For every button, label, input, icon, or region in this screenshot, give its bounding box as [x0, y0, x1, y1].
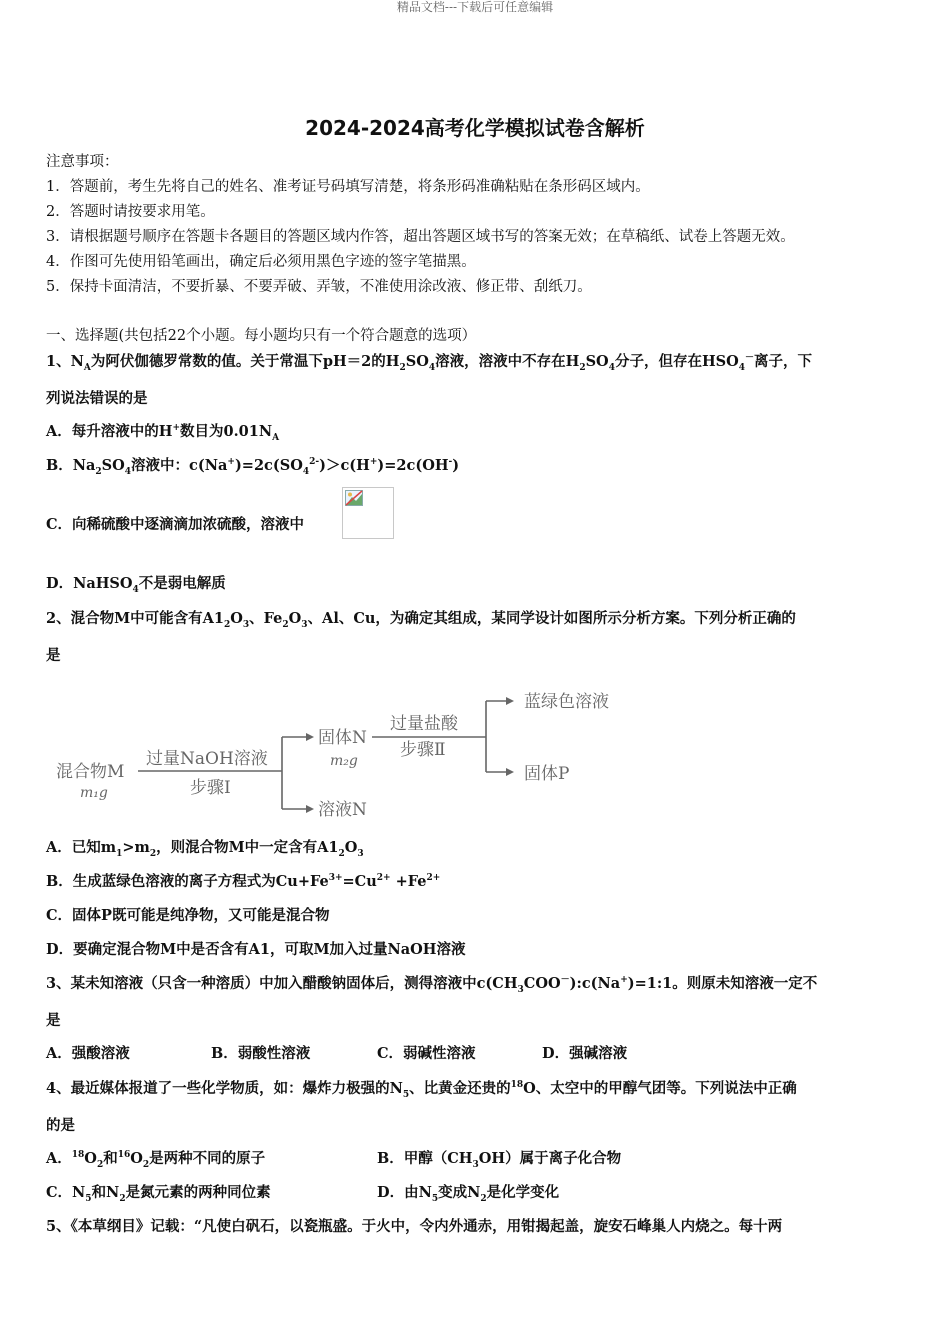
q2-stem-line2: 是: [46, 647, 61, 664]
broken-image-placeholder: [342, 487, 394, 539]
diagram-solid-p: 固体P: [524, 764, 570, 784]
q1-stem: 1、$N_A$为阿伏伽德罗常数的值。关于常温下pH＝2的$H_2SO_4$溶液，溶液中不存在$H_2SO_4$分子，但存在$HSO_4^-$离子，下: [46, 353, 813, 373]
notice-item-3: 3．请根据题号顺序在答题卡各题目的答题区域内作答，超出答题区域书写的答案无效；在草稿纸、试卷上答题无效。: [46, 229, 795, 245]
q4-stem-line2: 的是: [46, 1117, 75, 1134]
diagram-solid-n-mass: m₂g: [330, 753, 358, 769]
q2-stem: 2、混合物M中可能含有$A1_2O_3$、$Fe_2O_3$、Al、Cu，为确定其组成，某同学设计如图所示分析方案。下列分析正确的: [46, 610, 796, 630]
q1-option-a: A．每升溶液中的H+数目为$0.01N_A$: [46, 423, 280, 443]
diagram-step1-label: 步骤I: [190, 778, 231, 798]
q4-option-c: C．$N_5$和$N_2$是氮元素的两种同位素: [46, 1184, 271, 1204]
q4-stem: 4、最近媒体报道了一些化学物质，如：爆炸力极强的$N_5$、比黄金还贵的$^{18}$O、太空中的甲醇气团等。下列说法中正确: [46, 1080, 797, 1100]
q4-option-d: D．由$N_5$变成$N_2$是化学变化: [377, 1184, 560, 1204]
q4-option-a: A．$^{18}O_2$和$^{16}O_2$是两种不同的原子: [46, 1150, 266, 1170]
notice-item-1: 1．答题前，考生先将自己的姓名、准考证号码填写清楚，将条形码准确粘贴在条形码区域内。: [46, 179, 650, 195]
header-note: 精品文档---下载后可任意编辑: [396, 0, 554, 14]
q3-option-b: B．弱酸性溶液: [211, 1045, 311, 1062]
q2-flow-diagram: [50, 685, 650, 830]
q2-option-c: C．固体P既可能是纯净物，又可能是混合物: [46, 907, 330, 924]
notice-item-5: 5．保持卡面清洁，不要折暴、不要弄破、弄皱，不准使用涂改液、修正带、刮纸刀。: [46, 279, 592, 295]
q5-stem: 5、《本草纲目》记载：“凡使白矾石，以瓷瓶盛。于火中，令内外通赤，用钳揭起盖，旋安石峰巢人内烧之。每十两: [46, 1218, 783, 1235]
q1-option-d: D．NaHSO$_4$不是弱电解质: [46, 575, 226, 595]
q3-option-c: C．弱碱性溶液: [377, 1045, 476, 1062]
q1-stem-line2: 列说法错误的是: [46, 390, 148, 407]
notice-heading: 注意事项：: [46, 154, 119, 170]
q2-option-b: B．生成蓝绿色溶液的离子方程式为$Cu+Fe^{3+}=Cu^{2+} +Fe^{2+}$: [46, 873, 441, 890]
diagram-solution-n: 溶液N: [318, 800, 367, 820]
q3-option-d: D．强碱溶液: [542, 1045, 628, 1062]
q3-stem: 3、某未知溶液（只含一种溶质）中加入醋酸钠固体后，测得溶液中$c(CH_3COO^-):c(Na^+)=1:1$。则原未知溶液一定不: [46, 975, 818, 995]
diagram-solid-n: 固体N: [318, 728, 367, 748]
q2-option-d: D．要确定混合物M中是否含有A1，可取M加入过量NaOH溶液: [46, 941, 466, 958]
q3-stem-line2: 是: [46, 1012, 61, 1029]
diagram-mixture-mass: m₁g: [80, 785, 108, 801]
broken-image-icon: [345, 490, 363, 506]
notice-item-2: 2．答题时请按要求用笔。: [46, 204, 215, 220]
q1-option-c: C．向稀硫酸中逐滴滴加浓硫酸，溶液中: [46, 516, 305, 533]
diagram-mixture-m: 混合物M: [56, 762, 125, 782]
q4-option-b: B．甲醇$(CH_3OH)$属于离子化合物: [377, 1150, 622, 1170]
diagram-step2-reagent: 过量盐酸: [390, 714, 458, 734]
diagram-step1-reagent: 过量NaOH溶液: [146, 749, 268, 769]
diagram-blue-green-solution: 蓝绿色溶液: [524, 692, 609, 712]
page-title: 2024-2024高考化学模拟试卷含解析: [305, 116, 645, 140]
q2-option-a: A．已知$m_1>m_2$，则混合物M中一定含有$A1_2O_3$: [46, 839, 364, 859]
q3-option-a: A．强酸溶液: [46, 1045, 130, 1062]
section-heading: 一、选择题(共包括22个小题。每小题均只有一个符合题意的选项）: [46, 328, 477, 344]
diagram-step2-label: 步骤Ⅱ: [400, 740, 446, 760]
notice-item-4: 4．作图可先使用铅笔画出，确定后必须用黑色字迹的签字笔描黑。: [46, 254, 476, 270]
q1-option-b: B．$Na_2SO_4$溶液中：$c(Na^+)=2c(SO_4^{2-})>c(H^+)=2c(OH^-)$: [46, 457, 460, 477]
